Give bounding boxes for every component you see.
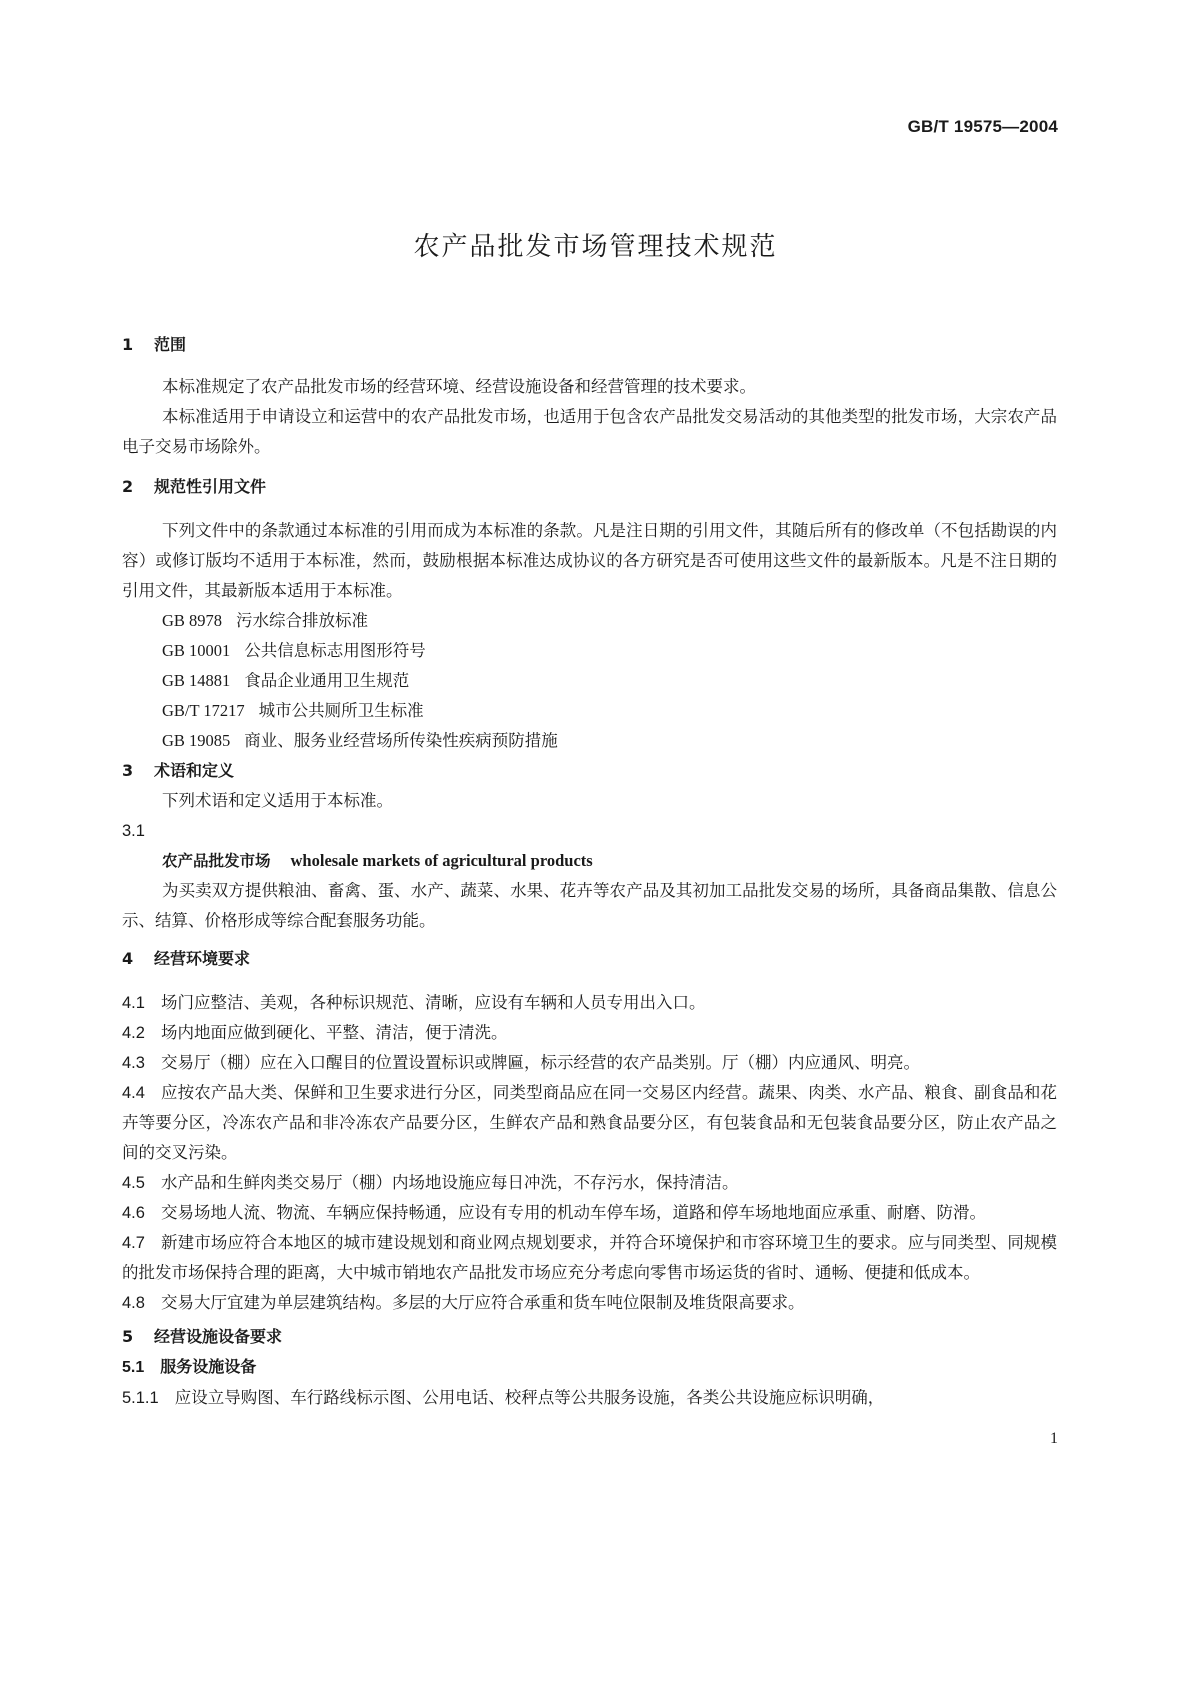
reference-item: GB 19085 商业、服务业经营场所传染性疾病预防措施 [162,731,558,750]
paragraph: 本标准适用于申请设立和运营中的农产品批发市场，也适用于包含农产品批发交易活动的其他类型的批发市场，大宗农产品电子交易市场除外。 [122,407,1057,456]
term-heading: 农产品批发市场 wholesale markets of agricultural products [162,851,593,870]
document-title: 农产品批发市场管理技术规范 [413,232,778,262]
section-3-heading: 3 术语和定义 [122,761,235,780]
clause: 4.7 新建市场应符合本地区的城市建设规划和商业网点规划要求，并符合环境保护和市容环境卫生的要求。应与同类型、同规模的批发市场保持合理的距离，大中城市销地农产品批发市场应充分考虑向零售市场运货的省时、通畅、便捷和低成本。 [122,1233,1057,1282]
paragraph: 下列术语和定义适用于本标准。 [162,791,393,810]
page-number: 1 [1050,1430,1058,1447]
reference-item: GB 14881 食品企业通用卫生规范 [162,671,410,690]
clause: 4.5 水产品和生鲜肉类交易厅（棚）内场地设施应每日冲洗，不存污水，保持清洁。 [122,1173,739,1192]
clause: 5.1.1 应设立导购图、车行路线标示图、公用电话、校秤点等公共服务设施，各类公共设施应标识明确， [122,1388,885,1407]
clause: 4.4 应按农产品大类、保鲜和卫生要求进行分区，同类型商品应在同一交易区内经营。蔬果、肉类、水产品、粮食、副食品和花卉等要分区，冷冻农产品和非冷冻农产品要分区，生鲜农产品和熟食品要分区，有包装食品和无包装食品要分区，防止农产品之间的交叉污染。 [122,1083,1057,1162]
clause: 4.1 场门应整洁、美观，各种标识规范、清晰，应设有车辆和人员专用出入口。 [122,993,706,1012]
clause: 4.6 交易场地人流、物流、车辆应保持畅通，应设有专用的机动车停车场，道路和停车场地地面应承重、耐磨、防滑。 [122,1203,986,1222]
paragraph: 下列文件中的条款通过本标准的引用而成为本标准的条款。凡是注日期的引用文件，其随后所有的修改单（不包括勘误的内容）或修订版均不适用于本标准，然而，鼓励根据本标准达成协议的各方研究是否可使用这些文件的最新版本。凡是不注日期的引用文件，其最新版本适用于本标准。 [122,521,1057,600]
document-body [122,330,1057,1413]
section-2-heading: 2 规范性引用文件 [122,477,267,496]
clause: 4.2 场内地面应做到硬化、平整、清洁，便于清洗。 [122,1023,508,1042]
reference-item: GB 10001 公共信息标志用图形符号 [162,641,426,660]
reference-item: GB 8978 污水综合排放标准 [162,611,369,630]
section-1-heading: 1 范围 [122,335,187,354]
reference-item: GB/T 17217 城市公共厕所卫生标准 [162,701,424,720]
term-number: 3.1 [122,822,145,840]
subsection-heading: 5.1 服务设施设备 [122,1357,257,1376]
standard-code: GB/T 19575—2004 [907,117,1058,136]
clause: 4.8 交易大厅宜建为单层建筑结构。多层的大厅应符合承重和货车吨位限制及堆货限高要求。 [122,1293,805,1312]
clause: 4.3 交易厅（棚）应在入口醒目的位置设置标识或牌匾，标示经营的农产品类别。厅（棚）内应通风、明亮。 [122,1053,920,1072]
term-definition: 为买卖双方提供粮油、畜禽、蛋、水产、蔬菜、水果、花卉等农产品及其初加工品批发交易的场所，具备商品集散、信息公示、结算、价格形成等综合配套服务功能。 [122,881,1057,930]
paragraph: 本标准规定了农产品批发市场的经营环境、经营设施设备和经营管理的技术要求。 [162,377,756,396]
section-5-heading: 5 经营设施设备要求 [122,1327,283,1346]
section-4-heading: 4 经营环境要求 [122,949,251,968]
